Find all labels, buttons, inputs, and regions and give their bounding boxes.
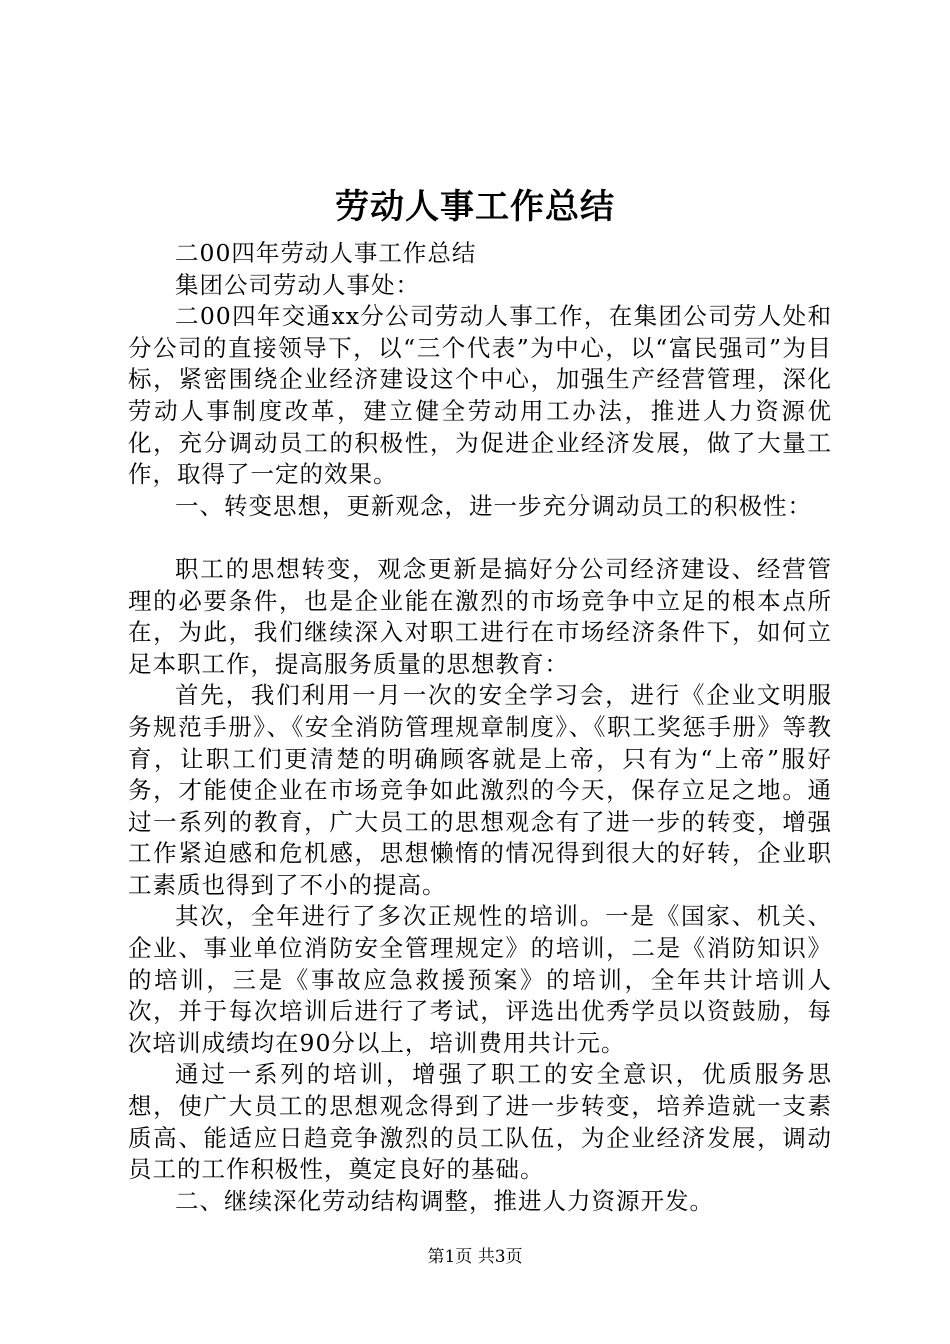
paragraph-second: 其次，全年进行了多次正规性的培训。一是《国家、机关、企业、事业单位消防安全管理规定》的培训，二是《消防知识》的培训，三是《事故应急救援预案》的培训，全年共计培训人次，并于每次培训后进行了考试，评选出优秀学员以资鼓励，每次培训成绩均在90分以上，培训费用共计元。 [128,902,832,1057]
paragraph-subtitle: 二00四年劳动人事工作总结 [175,239,477,267]
paragraph-intro: 二00四年交通xx分公司劳动人事工作，在集团公司劳人处和分公司的直接领导下，以“三个代表”为中心，以“富民强司”为目标，紧密围绕企业经济建设这个中心，加强生产经营管理，深化劳动人事制度改革，建立健全劳动用工办法，推进人力资源优化，充分调动员工的积极性，为促进企业经济发展，做了大量工作，取得了一定的效果。 [128,302,832,489]
paragraph-thought-change: 职工的思想转变，观念更新是搞好分公司经济建设、经营管理的必要条件，也是企业能在激烈的市场竞争中立足的根本点所在，为此，我们继续深入对职工进行在市场经济条件下，如何立足本职工作，提高服务质量的思想教育： [128,554,832,678]
paragraph-training-result: 通过一系列的培训，增强了职工的安全意识，优质服务思想，使广大员工的思想观念得到了进一步转变，培养造就一支素质高、能适应日趋竞争激烈的员工队伍，为企业经济发展，调动员工的工作积极性，奠定良好的基础。 [128,1060,832,1184]
section-heading-2: 二、继续深化劳动结构调整，推进人力资源开发。 [175,1186,714,1215]
section-heading-1: 一、转变思想，更新观念，进一步充分调动员工的积极性： [175,491,812,520]
page-footer: 第1页 共3页 [427,1247,523,1267]
document-title: 劳动人事工作总结 [335,187,615,227]
paragraph-first: 首先，我们利用一月一次的安全学习会，进行《企业文明服务规范手册》、《安全消防管理规章制度》、《职工奖惩手册》等教育，让职工们更清楚的明确顾客就是上帝，只有为“上帝”服好务，才能使企业在市场竞争如此激烈的今天，保存立足之地。通过一系列的教育，广大员工的思想观念有了进一步的转变，增强工作紧迫感和危机感，思想懒惰的情况得到很大的好转，企业职工素质也得到了不小的提高。 [128,681,832,899]
paragraph-addressee: 集团公司劳动人事处： [175,270,420,299]
document-body [128,238,832,1217]
